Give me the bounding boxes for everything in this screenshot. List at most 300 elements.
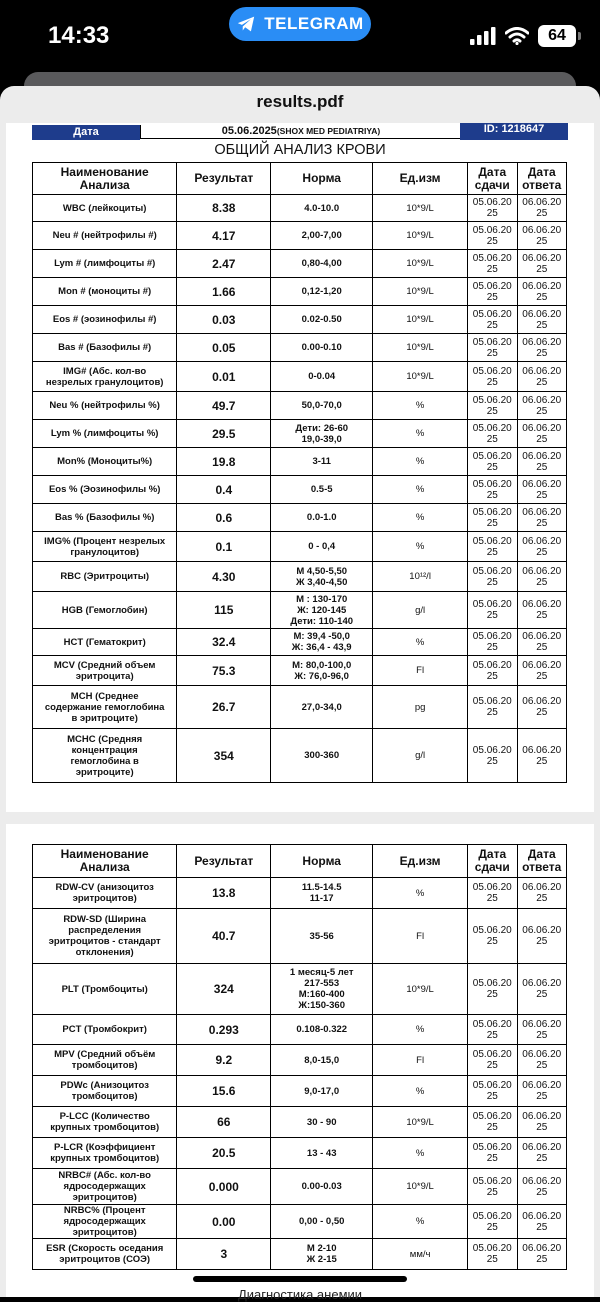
date-reply-text: 06.06.20 bbox=[522, 308, 562, 320]
date-taken bbox=[468, 1205, 517, 1239]
date-taken-text: 05.06.20 bbox=[472, 506, 512, 518]
header-name-text: Анализа bbox=[79, 177, 130, 192]
result-value bbox=[177, 222, 271, 250]
unit-text: 10*9/L bbox=[406, 1181, 434, 1192]
date-taken-text: 25 bbox=[486, 893, 498, 904]
date-reply-text: 25 bbox=[536, 893, 548, 904]
date-taken-text: 25 bbox=[486, 1254, 498, 1265]
test-name-text: эритроцита) bbox=[75, 670, 134, 682]
reference-range bbox=[271, 629, 373, 656]
reference-range-text: 35-56 bbox=[309, 930, 334, 942]
date-reply bbox=[517, 392, 567, 420]
cellular-signal-icon bbox=[470, 27, 496, 45]
unit bbox=[373, 334, 468, 362]
date-taken-text: 25 bbox=[486, 461, 498, 473]
reference-range-text: Ж 3,40-4,50 bbox=[296, 576, 348, 588]
test-name-text: незрелых гранулоцитов) bbox=[45, 376, 164, 388]
result-value bbox=[177, 1138, 271, 1169]
date-taken bbox=[468, 1107, 517, 1138]
home-indicator[interactable] bbox=[193, 1276, 407, 1282]
test-name-text: MCV (Средний объем bbox=[53, 659, 156, 671]
date-taken bbox=[468, 1015, 517, 1045]
header-result bbox=[177, 845, 271, 878]
reference-range bbox=[271, 362, 373, 392]
date-reply-text: 25 bbox=[536, 319, 548, 331]
result-value bbox=[177, 686, 271, 729]
date-reply-text: 06.06.20 bbox=[522, 394, 562, 406]
reference-range bbox=[271, 592, 373, 629]
result-value-text: 324 bbox=[213, 982, 234, 996]
test-name-text: MCHC (Средняя bbox=[67, 733, 143, 745]
result-value-text: 26.7 bbox=[212, 700, 236, 714]
date-taken-text: 25 bbox=[486, 989, 498, 1000]
table-row bbox=[33, 729, 567, 783]
unit-text: % bbox=[415, 887, 425, 899]
date-taken bbox=[468, 392, 517, 420]
unit-text: g/l bbox=[415, 750, 426, 761]
reference-range-text: 3-11 bbox=[312, 456, 331, 467]
reference-range bbox=[271, 1239, 373, 1270]
test-name-text: в эритроците) bbox=[71, 712, 138, 724]
test-name-text: ESR (Скорость оседания bbox=[46, 1243, 164, 1254]
reference-range-text: 0.00-0.10 bbox=[301, 342, 342, 353]
date-reply-text: 06.06.20 bbox=[522, 224, 562, 236]
unit-text: % bbox=[415, 512, 425, 523]
date-reply-text: 06.06.20 bbox=[522, 1175, 562, 1187]
date-reply-text: 06.06.20 bbox=[522, 565, 562, 577]
result-value-text: 0.05 bbox=[212, 340, 236, 355]
date-reply-text: 06.06.20 bbox=[522, 1049, 562, 1060]
date-reply bbox=[517, 964, 567, 1015]
reference-range bbox=[271, 1205, 373, 1239]
table-row bbox=[33, 686, 567, 729]
reference-range-text: 0,80-4,00 bbox=[301, 258, 342, 269]
unit bbox=[373, 1169, 468, 1205]
result-value bbox=[177, 1015, 271, 1045]
result-value bbox=[177, 334, 271, 362]
unit bbox=[373, 656, 468, 686]
date-taken-text: 05.06.20 bbox=[472, 1049, 512, 1060]
date-reply-text: 25 bbox=[536, 405, 548, 417]
date-taken-text: 25 bbox=[486, 1122, 498, 1133]
reference-range-text: Ж:150-360 bbox=[298, 1000, 345, 1011]
reference-range bbox=[271, 1015, 373, 1045]
date-taken bbox=[468, 504, 517, 532]
unit bbox=[373, 448, 468, 476]
unit-text: 10*9/L bbox=[406, 202, 434, 214]
table-row bbox=[33, 306, 567, 334]
test-name-text: WBC (лейкоциты) bbox=[62, 202, 147, 214]
date-taken bbox=[468, 1045, 517, 1076]
date-reply-text: 25 bbox=[536, 989, 548, 1000]
result-value bbox=[177, 909, 271, 964]
reference-range bbox=[271, 1076, 373, 1107]
date-reply bbox=[517, 306, 567, 334]
test-name bbox=[33, 195, 177, 222]
reference-range bbox=[271, 964, 373, 1015]
date-reply-text: 25 bbox=[536, 489, 548, 501]
date-reply-text: 06.06.20 bbox=[522, 659, 562, 671]
date-reply bbox=[517, 420, 567, 448]
result-value-text: 115 bbox=[214, 603, 234, 617]
result-value bbox=[177, 195, 271, 222]
reference-range-text: 0-0.04 bbox=[308, 371, 336, 382]
test-name-text: Eos % (Эозинофилы %) bbox=[48, 484, 161, 495]
unit bbox=[373, 1138, 468, 1169]
report-title: ОБЩИЙ АНАЛИЗ КРОВИ bbox=[214, 142, 386, 158]
header-name-text: Наименование bbox=[60, 847, 149, 861]
unit-text: % bbox=[415, 636, 425, 648]
result-value bbox=[177, 729, 271, 783]
test-name-text: P-LCR (Коэффициент bbox=[53, 1142, 156, 1153]
reference-range-text: Ж: 76,0-96,0 bbox=[294, 670, 349, 682]
header-norm-text: Норма bbox=[302, 171, 341, 185]
date-taken-text: 25 bbox=[486, 1029, 498, 1041]
reference-range-text: М : 130-170 bbox=[296, 593, 348, 605]
date-taken-text: 25 bbox=[486, 517, 498, 529]
date-taken-text: 25 bbox=[486, 1091, 498, 1102]
date-taken-text: 05.06.20 bbox=[472, 535, 512, 547]
reference-range-text: 0,12-1,20 bbox=[301, 286, 342, 297]
date-reply bbox=[517, 504, 567, 532]
date-taken-text: 05.06.20 bbox=[472, 365, 512, 377]
test-name-text: распределения bbox=[68, 925, 142, 936]
header-date-taken-text: Дата bbox=[478, 847, 507, 861]
result-value-text: 0.01 bbox=[212, 369, 236, 384]
unit bbox=[373, 1015, 468, 1045]
unit-text: Fl bbox=[416, 665, 425, 676]
date-reply-text: 06.06.20 bbox=[522, 1243, 562, 1254]
test-name bbox=[33, 1205, 177, 1239]
table-row bbox=[33, 629, 567, 656]
date-reply-text: 25 bbox=[536, 208, 548, 219]
table-row bbox=[33, 448, 567, 476]
header-name bbox=[33, 163, 177, 195]
date-reply-text: 06.06.20 bbox=[522, 535, 562, 547]
pdf-viewer-sheet bbox=[0, 86, 600, 1297]
date-reply bbox=[517, 222, 567, 250]
reference-range-text: 1 месяц-5 лет bbox=[289, 967, 354, 978]
unit bbox=[373, 878, 468, 909]
telegram-return-pill[interactable] bbox=[229, 7, 371, 41]
telegram-label: TELEGRAM bbox=[264, 14, 364, 33]
test-name-text: содержание гемоглобина bbox=[44, 701, 165, 713]
date-taken-text: 25 bbox=[486, 670, 498, 682]
date-taken bbox=[468, 195, 517, 222]
table-row bbox=[33, 195, 567, 222]
table-row bbox=[33, 420, 567, 448]
unit bbox=[373, 195, 468, 222]
date-taken-text: 25 bbox=[486, 610, 498, 621]
result-value-text: 8.38 bbox=[212, 201, 236, 215]
date-taken bbox=[468, 1138, 517, 1169]
date-taken bbox=[468, 629, 517, 656]
unit-text: 10*9/L bbox=[406, 983, 434, 995]
result-value bbox=[177, 629, 271, 656]
date-reply-text: 06.06.20 bbox=[522, 978, 562, 989]
date-reply-text: 06.06.20 bbox=[522, 1111, 562, 1122]
date-taken-text: 25 bbox=[486, 347, 498, 359]
header-name-text: Анализа bbox=[79, 860, 130, 874]
date-taken bbox=[468, 686, 517, 729]
result-value-text: 32.4 bbox=[212, 635, 236, 649]
reference-range bbox=[271, 1045, 373, 1076]
reference-range bbox=[271, 476, 373, 504]
unit bbox=[373, 629, 468, 656]
date-reply bbox=[517, 686, 567, 729]
table-row bbox=[33, 878, 567, 909]
reference-range-text: 300-360 bbox=[304, 750, 340, 761]
unit-text: 10*9/L bbox=[406, 314, 434, 325]
date-taken-text: 05.06.20 bbox=[472, 599, 512, 610]
date-taken-text: 05.06.20 bbox=[472, 1210, 512, 1222]
pdf-page-2[interactable] bbox=[6, 824, 594, 1297]
date-taken bbox=[468, 878, 517, 909]
table-row bbox=[33, 1138, 567, 1169]
date-reply bbox=[517, 1015, 567, 1045]
date-reply bbox=[517, 1239, 567, 1270]
test-name bbox=[33, 1107, 177, 1138]
reference-range bbox=[271, 195, 373, 222]
test-name-text: IMG% (Процент незрелых bbox=[44, 535, 166, 547]
unit-text: g/l bbox=[415, 604, 426, 616]
test-name bbox=[33, 1239, 177, 1270]
test-name bbox=[33, 532, 177, 562]
date-taken-text: 05.06.20 bbox=[472, 1142, 512, 1153]
date-taken-text: 25 bbox=[486, 1153, 498, 1164]
test-name-text: Lym # (лимфоциты #) bbox=[54, 258, 156, 269]
reference-range bbox=[271, 686, 373, 729]
test-name-text: ядросодержащих bbox=[63, 1181, 146, 1192]
date-reply bbox=[517, 1045, 567, 1076]
result-value bbox=[177, 656, 271, 686]
test-name-text: эритроцитов) bbox=[72, 893, 137, 904]
date-taken bbox=[468, 729, 517, 783]
date-reply-text: 25 bbox=[536, 347, 548, 359]
date-taken-text: 25 bbox=[486, 235, 498, 247]
reference-range bbox=[271, 1169, 373, 1205]
reference-range bbox=[271, 562, 373, 592]
table-row bbox=[33, 1169, 567, 1205]
test-name-text: HGB (Гемоглобин) bbox=[61, 604, 148, 616]
date-reply-text: 25 bbox=[536, 1254, 548, 1265]
date-taken bbox=[468, 476, 517, 504]
unit bbox=[373, 592, 468, 629]
table-row bbox=[33, 1045, 567, 1076]
table-row bbox=[33, 334, 567, 362]
date-reply bbox=[517, 629, 567, 656]
date-reply-text: 06.06.20 bbox=[522, 422, 562, 434]
test-name bbox=[33, 1138, 177, 1169]
unit-text: % bbox=[415, 400, 425, 411]
table-header-row bbox=[33, 163, 567, 195]
result-value-text: 3 bbox=[220, 1247, 228, 1261]
date-taken bbox=[468, 1169, 517, 1205]
unit-text: мм/ч bbox=[409, 1248, 431, 1260]
date-reply-text: 06.06.20 bbox=[522, 197, 562, 208]
reference-range-text: Дети: 110-140 bbox=[290, 615, 354, 627]
date-taken bbox=[468, 1076, 517, 1107]
test-name bbox=[33, 476, 177, 504]
table-row bbox=[33, 392, 567, 420]
unit bbox=[373, 562, 468, 592]
date-reply bbox=[517, 1169, 567, 1205]
date-taken-text: 25 bbox=[486, 707, 498, 718]
date-reply bbox=[517, 448, 567, 476]
unit-text: 10*9/L bbox=[406, 230, 434, 241]
header-date-reply bbox=[517, 163, 567, 195]
result-value bbox=[177, 278, 271, 306]
reference-range-text: 27,0-34,0 bbox=[301, 701, 342, 713]
unit-text: 10*9/L bbox=[406, 286, 434, 297]
test-name-text: эритроцитов (СОЭ) bbox=[59, 1254, 151, 1265]
date-reply bbox=[517, 592, 567, 629]
date-taken bbox=[468, 278, 517, 306]
date-reply bbox=[517, 562, 567, 592]
result-value-text: 15.6 bbox=[212, 1084, 236, 1098]
result-value bbox=[177, 1045, 271, 1076]
date-taken-text: 05.06.20 bbox=[472, 252, 512, 264]
reference-range-text: Ж 2-15 bbox=[306, 1254, 337, 1265]
date-reply-text: 06.06.20 bbox=[522, 925, 562, 936]
result-value-text: 0.00 bbox=[212, 1214, 236, 1229]
result-value bbox=[177, 532, 271, 562]
date-taken bbox=[468, 420, 517, 448]
reference-range bbox=[271, 392, 373, 420]
date-reply-text: 06.06.20 bbox=[522, 365, 562, 377]
date-taken-text: 05.06.20 bbox=[472, 925, 512, 936]
wifi-icon bbox=[505, 27, 529, 45]
date-reply-text: 25 bbox=[536, 235, 548, 247]
header-date-reply-text: ответа bbox=[522, 177, 562, 192]
date-taken-text: 05.06.20 bbox=[472, 1243, 512, 1254]
header-unit-text: Ед.изм bbox=[399, 853, 441, 868]
pdf-page-1[interactable] bbox=[6, 123, 594, 812]
test-name bbox=[33, 964, 177, 1015]
date-reply-text: 25 bbox=[536, 546, 548, 558]
reference-range-text: 0.02-0.50 bbox=[301, 314, 342, 325]
table-row bbox=[33, 278, 567, 306]
test-name-text: PCT (Тромбокрит) bbox=[62, 1024, 147, 1035]
result-value-text: 2.47 bbox=[212, 256, 236, 271]
date-taken-text: 05.06.20 bbox=[472, 394, 512, 406]
date-taken-text: 05.06.20 bbox=[472, 631, 512, 642]
header-result bbox=[177, 163, 271, 195]
result-value bbox=[177, 964, 271, 1015]
header-date-reply bbox=[517, 845, 567, 878]
reference-range-text: 0.108-0.322 bbox=[296, 1024, 348, 1035]
result-value bbox=[177, 306, 271, 334]
unit bbox=[373, 250, 468, 278]
test-name bbox=[33, 334, 177, 362]
date-reply bbox=[517, 909, 567, 964]
reference-range-text: 9,0-17,0 bbox=[304, 1085, 340, 1097]
date-reply bbox=[517, 1138, 567, 1169]
reference-range bbox=[271, 250, 373, 278]
date-taken-text: 05.06.20 bbox=[472, 1018, 512, 1030]
header-name bbox=[33, 845, 177, 878]
date-reply-text: 25 bbox=[536, 707, 548, 718]
date-reply-text: 06.06.20 bbox=[522, 478, 562, 490]
unit bbox=[373, 1239, 468, 1270]
document-title: results.pdf bbox=[256, 92, 344, 111]
date-taken-text: 05.06.20 bbox=[472, 1080, 512, 1091]
test-name-text: PDWc (Анизоцитоз bbox=[60, 1080, 149, 1091]
result-value bbox=[177, 504, 271, 532]
test-name-text: Mon% (Моноциты%) bbox=[57, 456, 153, 467]
date-reply-text: 06.06.20 bbox=[522, 744, 562, 756]
unit-text: % bbox=[415, 541, 425, 552]
table-row bbox=[33, 1015, 567, 1045]
header-date-taken-text: сдачи bbox=[474, 177, 510, 192]
date-taken-text: 25 bbox=[486, 489, 498, 501]
date-reply-text: 25 bbox=[536, 376, 548, 388]
header-result-text: Результат bbox=[194, 171, 254, 185]
unit bbox=[373, 306, 468, 334]
test-name-text: концентрация bbox=[71, 744, 138, 756]
date-reply-text: 06.06.20 bbox=[522, 1018, 562, 1030]
result-value-text: 49.7 bbox=[212, 398, 236, 413]
lab-name: (SHOX MED PEDIATRIYA) bbox=[276, 126, 381, 136]
date-reply-text: 25 bbox=[536, 576, 548, 588]
test-name-text: Mon # (моноциты #) bbox=[58, 286, 152, 297]
test-name-text: эритроците) bbox=[75, 766, 134, 778]
date-taken-text: 05.06.20 bbox=[472, 197, 512, 208]
reference-range-text: 217-553 bbox=[304, 978, 340, 989]
unit bbox=[373, 532, 468, 562]
date-taken-text: 05.06.20 bbox=[472, 882, 512, 893]
table-row bbox=[33, 656, 567, 686]
unit bbox=[373, 1045, 468, 1076]
header-norm bbox=[271, 163, 373, 195]
table-header-row bbox=[33, 845, 567, 878]
reference-range-text: М 2-10 bbox=[306, 1243, 337, 1254]
test-name bbox=[33, 909, 177, 964]
date-reply-text: 25 bbox=[536, 1060, 548, 1071]
date-taken-text: 05.06.20 bbox=[472, 696, 512, 707]
unit-text: 10*9/L bbox=[406, 1116, 434, 1128]
date-taken-text: 25 bbox=[486, 1221, 498, 1233]
date-taken-text: 25 bbox=[486, 1060, 498, 1071]
test-name-text: NRBC# (Абс. кол-во bbox=[58, 1170, 151, 1181]
date-reply bbox=[517, 1076, 567, 1107]
unit-text: Fl bbox=[416, 930, 425, 942]
reference-range-text: М: 39,4 -50,0 bbox=[293, 631, 350, 642]
date-taken bbox=[468, 964, 517, 1015]
result-value-text: 0.6 bbox=[215, 510, 233, 525]
date-taken-text: 05.06.20 bbox=[472, 336, 512, 348]
unit bbox=[373, 392, 468, 420]
result-value-text: 40.7 bbox=[212, 929, 236, 943]
reference-range-text: 0.0-1.0 bbox=[306, 512, 337, 523]
date-reply-text: 06.06.20 bbox=[522, 696, 562, 707]
result-value-text: 29.5 bbox=[212, 426, 236, 441]
table-row bbox=[33, 222, 567, 250]
date-reply-text: 25 bbox=[536, 1091, 548, 1102]
date-label: Дата bbox=[32, 125, 140, 140]
result-value bbox=[177, 1076, 271, 1107]
clock: 14:33 bbox=[48, 22, 110, 49]
test-name bbox=[33, 729, 177, 783]
header-date-taken-text: сдачи bbox=[474, 860, 510, 874]
result-value-text: 354 bbox=[213, 748, 234, 763]
test-name bbox=[33, 1076, 177, 1107]
unit bbox=[373, 909, 468, 964]
result-value-text: 0.1 bbox=[215, 539, 233, 554]
test-name bbox=[33, 686, 177, 729]
unit-text: % bbox=[415, 484, 425, 495]
date-reply-text: 06.06.20 bbox=[522, 252, 562, 264]
